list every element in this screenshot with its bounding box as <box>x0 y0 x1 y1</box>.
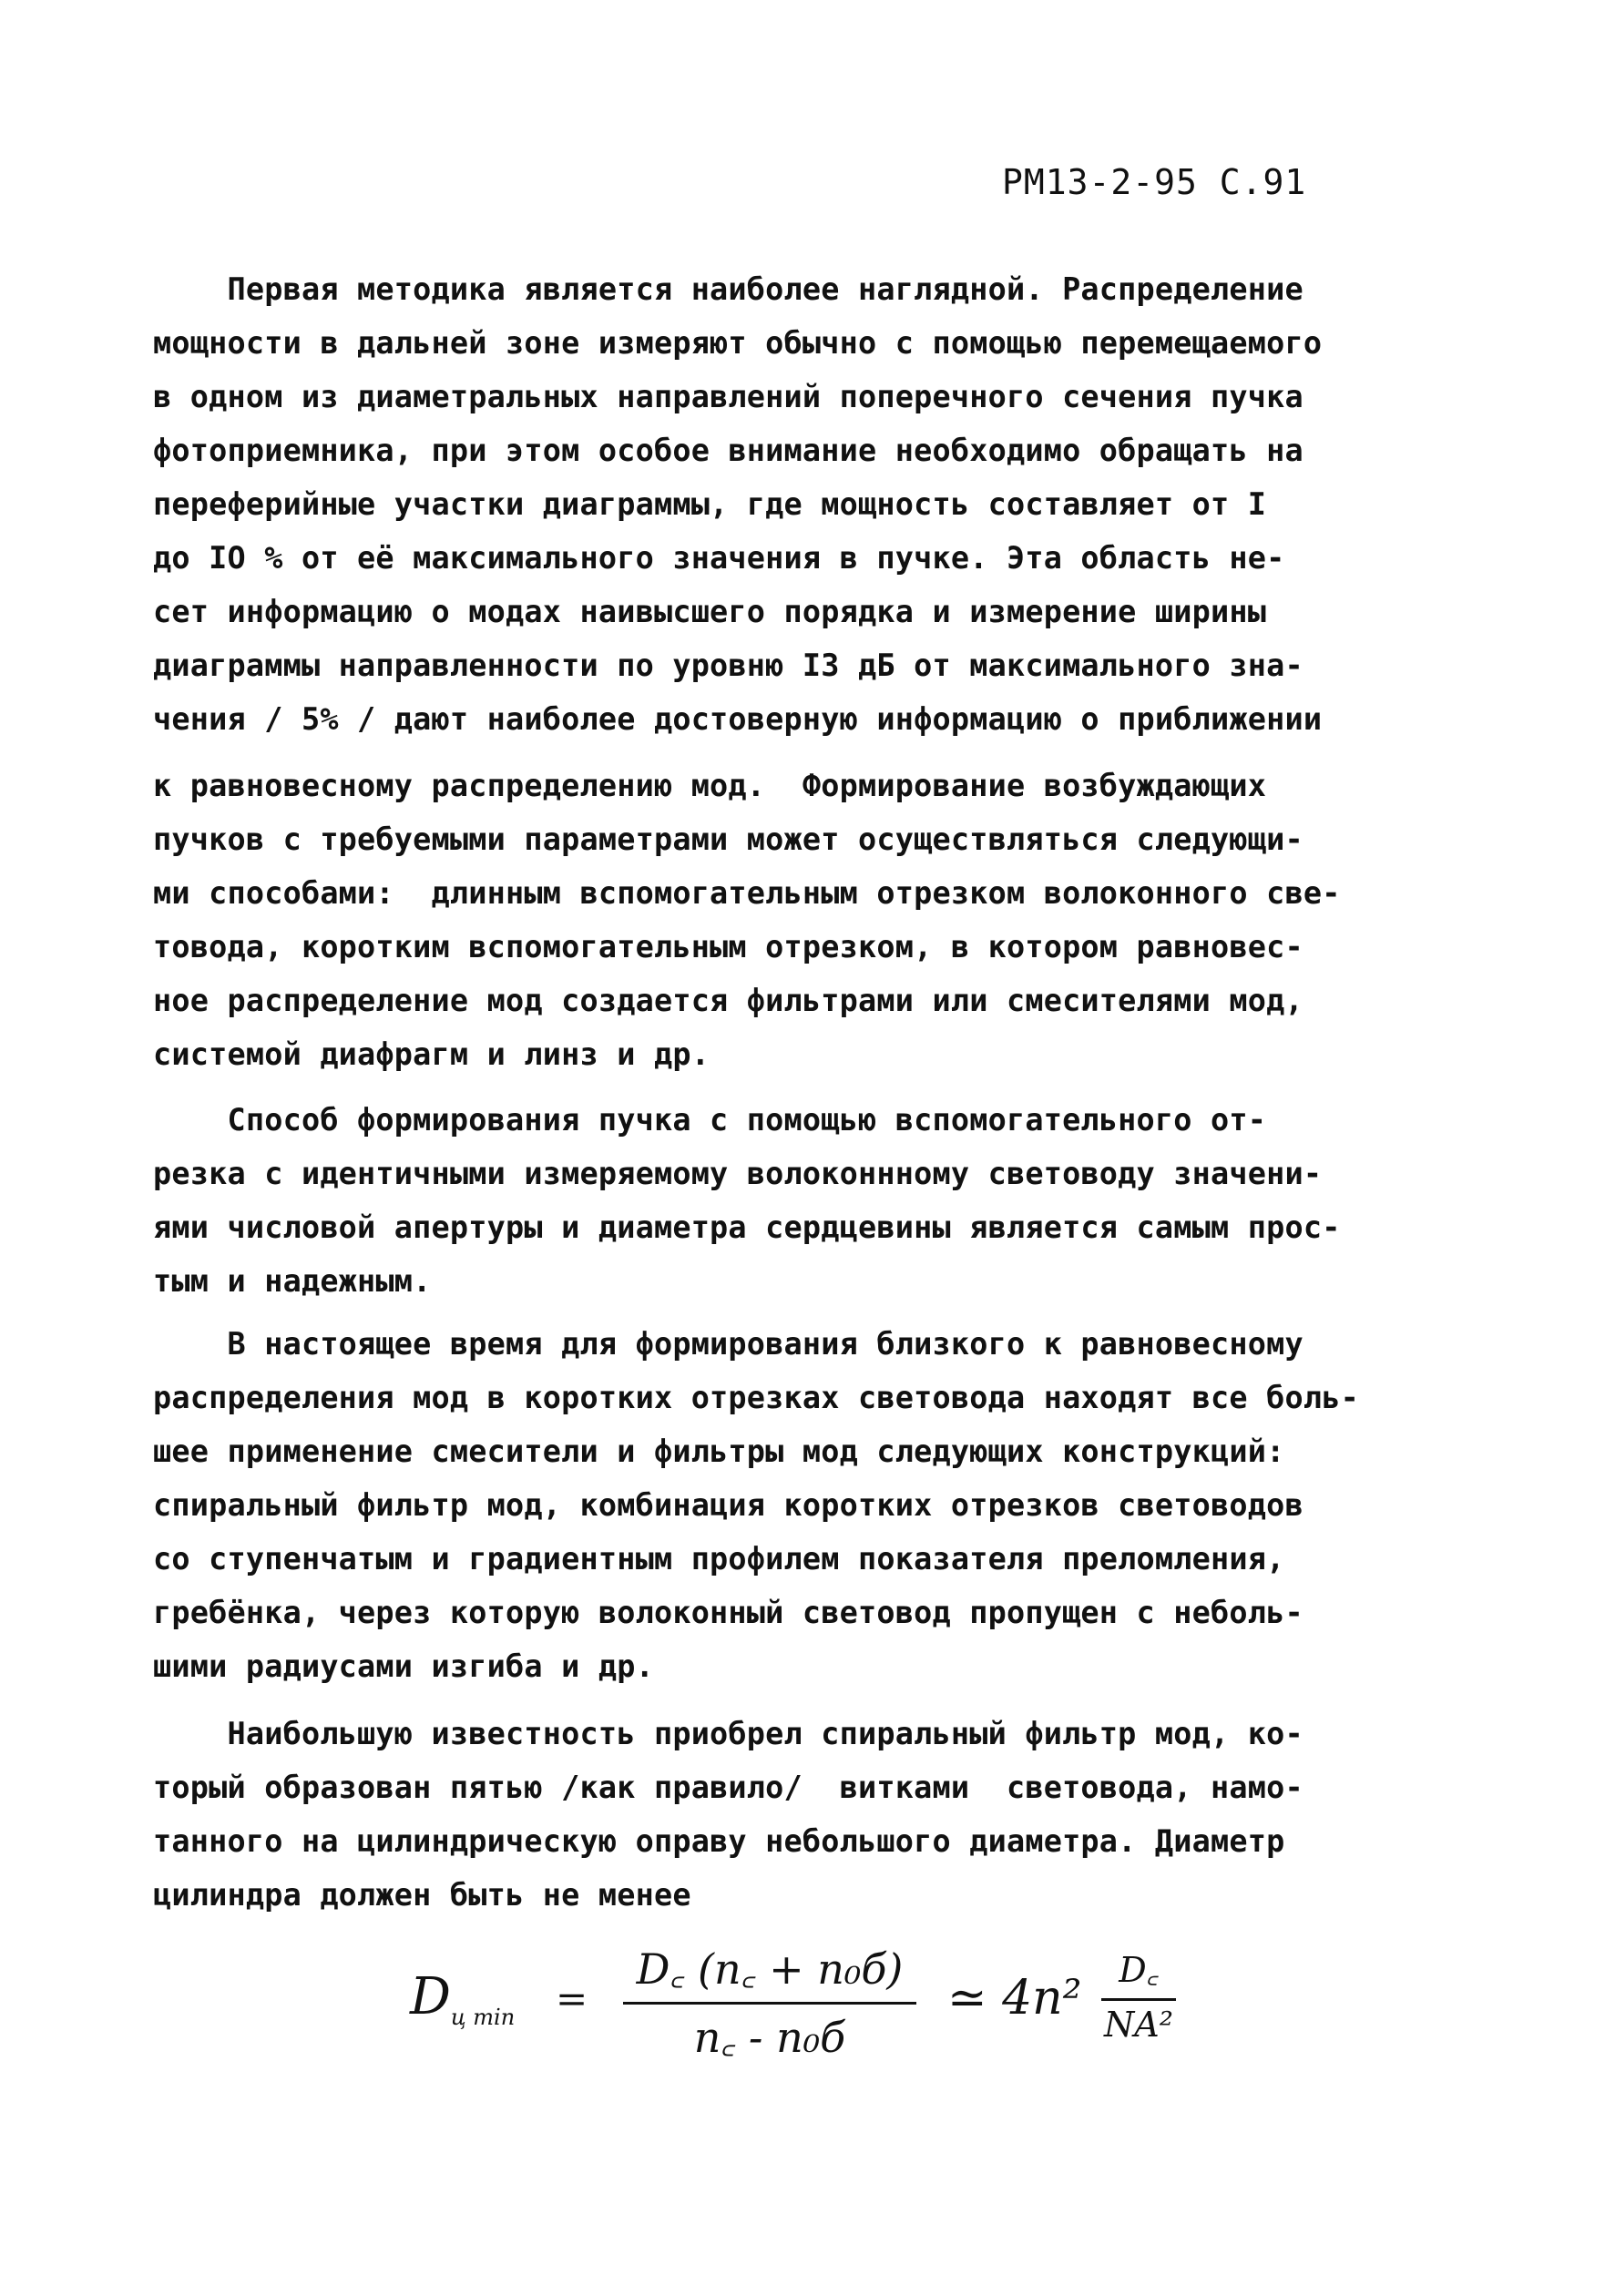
text-line: Первая методика является наиболее наглядной. Распределение <box>153 271 1303 307</box>
text-line: тым и надежным. <box>153 1263 432 1299</box>
text-line: гребёнка, через которую волоконный световод пропущен с неболь- <box>153 1595 1303 1630</box>
formula-denominator: n꜀ - n₀б <box>693 2013 846 2062</box>
page-reference: РМ13-2-95 С.91 <box>1002 162 1307 202</box>
text-line: ми способами: длинным вспомогательным отрезком волоконного све- <box>153 875 1341 911</box>
formula-fraction <box>619 1940 920 2065</box>
text-line: танного на цилиндрическую оправу небольшого диаметра. Диаметр <box>153 1823 1285 1859</box>
diameter-formula <box>410 1940 1230 2062</box>
text-line: ями числовой апертуры и диаметра сердцевины является самым прос- <box>153 1209 1341 1245</box>
text-line: распределения мод в коротких отрезках световода находят все боль- <box>153 1380 1359 1415</box>
text-line: мощности в дальней зоне измеряют обычно с помощью перемещаемого <box>153 325 1323 361</box>
text-line: чения / 5% / дают наиболее достоверную информацию о приближении <box>153 701 1323 737</box>
text-line: Способ формирования пучка с помощью вспомогательного от- <box>153 1102 1267 1138</box>
text-line: переферийные участки диаграммы, где мощность составляет от I <box>153 486 1267 522</box>
text-line: к равновесному распределению мод. Формирование возбуждающих <box>153 768 1267 803</box>
formula-lhs <box>410 1967 515 2030</box>
text-line: шее применение смесители и фильтры мод следующих конструкций: <box>153 1434 1285 1469</box>
formula-lhs-subscript: ц min <box>450 2005 516 2031</box>
text-line: диаграммы направленности по уровню I3 дБ от максимального зна- <box>153 648 1303 683</box>
text-line: сет информацию о модах наивысшего порядка и измерение ширины <box>153 594 1267 629</box>
text-line: резка с идентичными измеряемому волоконнному световоду значени- <box>153 1156 1323 1191</box>
formula-numerator: D꜀ (n꜀ + n₀б) <box>636 1944 904 1994</box>
text-line: В настоящее время для формирования близкого к равновесному <box>153 1326 1303 1362</box>
text-line: шими радиусами изгиба и др. <box>153 1648 654 1684</box>
text-line: товода, коротким вспомогательным отрезком, в котором равновес- <box>153 929 1303 964</box>
text-line: торый образован пятью /как правило/ витками световода, намо- <box>153 1770 1303 1805</box>
formula-lhs-symbol: D <box>410 1967 451 2026</box>
text-line: до IO % от её максимального значения в пучке. Эта область не- <box>153 540 1285 576</box>
text-line: спиральный фильтр мод, комбинация коротких отрезков световодов <box>153 1487 1303 1523</box>
text-line: Наибольшую известность приобрел спиральный фильтр мод, ко- <box>153 1716 1303 1751</box>
text-line: ное распределение мод создается фильтрами или смесителями мод, <box>153 983 1303 1018</box>
formula-numerator-2: D꜀ <box>1119 1950 1159 1990</box>
formula-fraction-2 <box>1098 1945 1180 2045</box>
text-line: фотоприемника, при этом особое внимание необходимо обращать на <box>153 433 1303 468</box>
formula-denominator-2: NA² <box>1104 2005 1173 2045</box>
formula-approximation: ≃ 4n² <box>947 1971 1082 2026</box>
text-line: со ступенчатым и градиентным профилем показателя преломления, <box>153 1541 1285 1577</box>
text-line: цилиндра должен быть не менее <box>153 1877 691 1913</box>
formula-equals: = <box>556 1976 588 2021</box>
text-line: системой диафрагм и линз и др. <box>153 1036 710 1072</box>
text-line: в одном из диаметральных направлений поперечного сечения пучка <box>153 379 1303 414</box>
text-line: пучков с требуемыми параметрами может осуществляться следующи- <box>153 821 1303 857</box>
